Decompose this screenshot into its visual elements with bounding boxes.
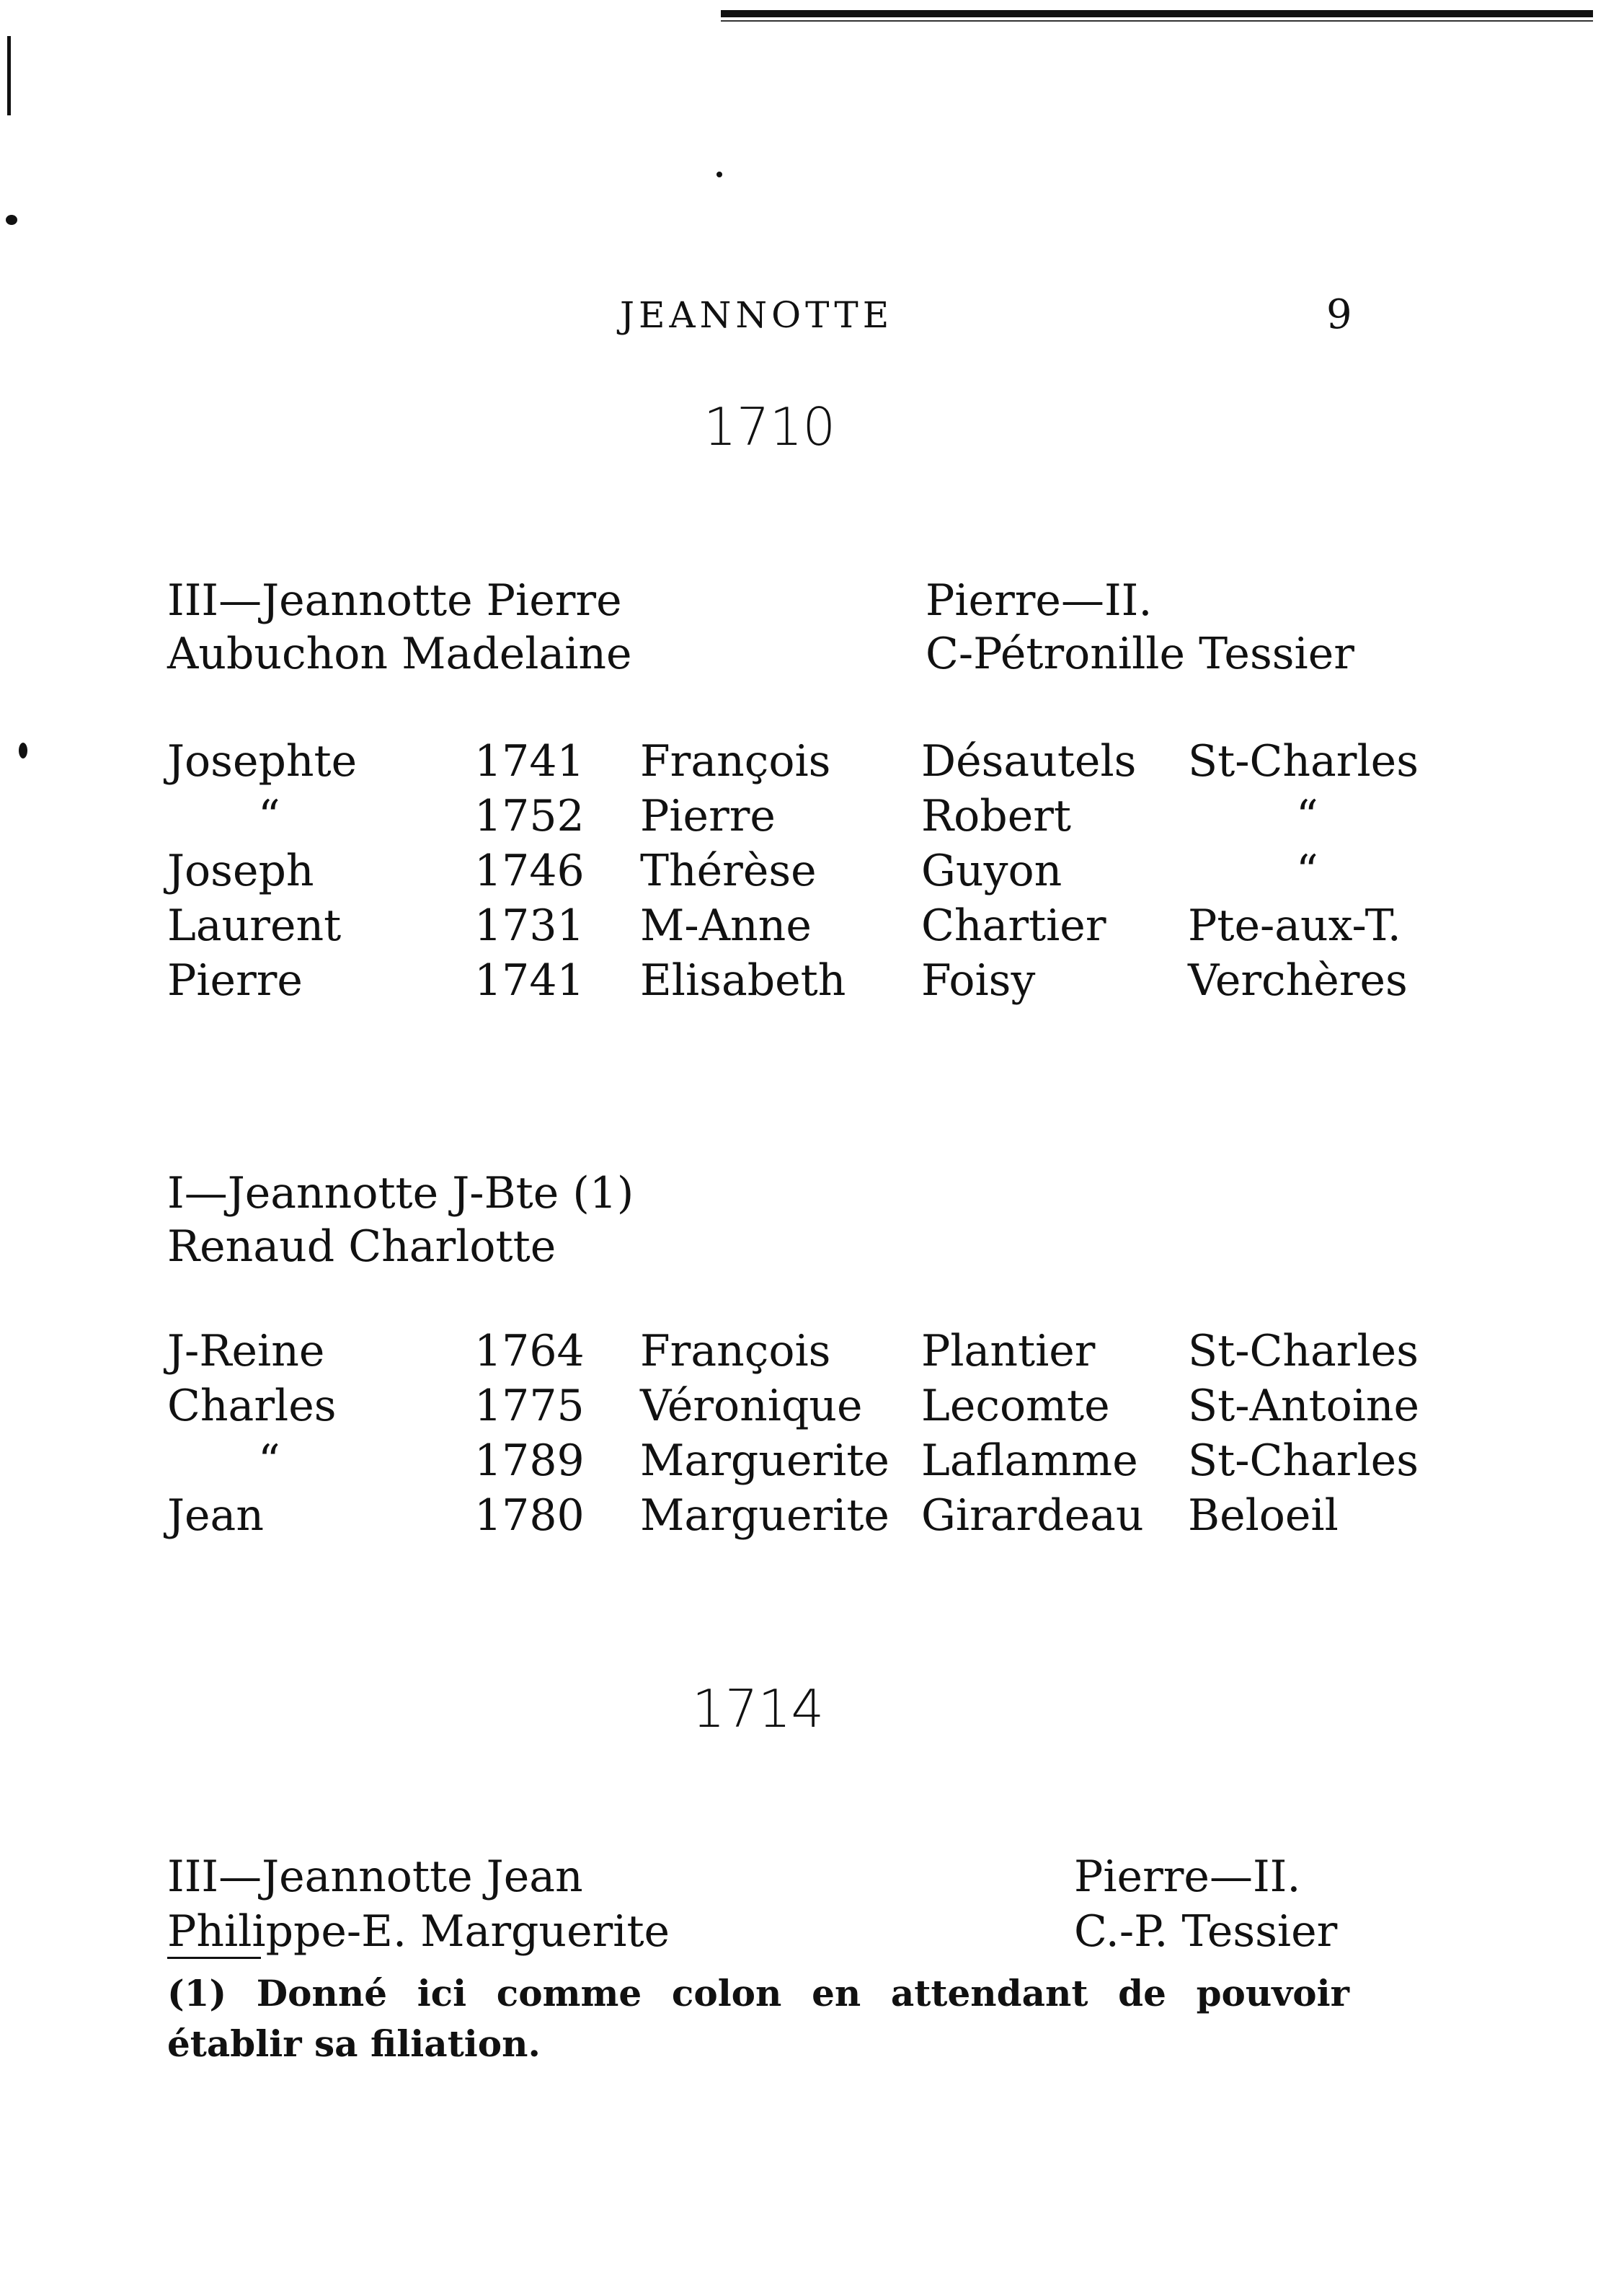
child-cell: “ <box>258 1436 280 1486</box>
family-head-left: III—Jeannotte Jean <box>167 1852 583 1902</box>
table-row <box>167 1433 1491 1488</box>
spouse-given-cell: Thérèse <box>640 846 817 896</box>
family-head-left: Renaud Charlotte <box>167 1221 556 1272</box>
top-rule <box>721 10 1593 17</box>
child-cell: Pierre <box>167 955 303 1006</box>
table-row <box>167 898 1599 953</box>
child-cell: “ <box>258 791 280 841</box>
footnote-rule <box>167 1957 261 1959</box>
marriage-table <box>167 734 1599 1008</box>
page-number: 9 <box>1326 291 1352 338</box>
year-cell: 1752 <box>474 791 585 841</box>
year-heading: 1714 <box>692 1678 825 1739</box>
parish-cell: Pte-aux-T. <box>1188 901 1401 951</box>
spouse-surname-cell: Lecomte <box>921 1381 1110 1431</box>
family-head-left: Philippe-E. Marguerite <box>167 1906 670 1957</box>
family-head-right: Pierre—II. <box>926 575 1153 626</box>
table-row <box>167 789 1599 844</box>
family-head-right: Pierre—II. <box>1074 1852 1301 1902</box>
spouse-surname-cell: Désautels <box>921 736 1137 787</box>
spouse-given-cell: Pierre <box>640 791 776 841</box>
margin-mark <box>716 172 722 177</box>
spouse-surname-cell: Robert <box>921 791 1072 841</box>
family-head-left: Aubuchon Madelaine <box>167 629 632 679</box>
child-cell: Joseph <box>167 846 314 896</box>
year-cell: 1775 <box>474 1381 585 1431</box>
child-cell: J-Reine <box>167 1326 325 1376</box>
parish-cell: St-Antoine <box>1188 1381 1420 1431</box>
spouse-given-cell: Véronique <box>640 1381 863 1431</box>
child-cell: Charles <box>167 1381 337 1431</box>
family-head-left: III—Jeannotte Pierre <box>167 575 622 626</box>
table-row <box>167 1379 1491 1433</box>
year-cell: 1741 <box>474 955 585 1006</box>
year-cell: 1746 <box>474 846 585 896</box>
spouse-given-cell: M-Anne <box>640 901 812 951</box>
child-cell: Laurent <box>167 901 342 951</box>
child-cell: Jean <box>167 1490 264 1541</box>
parish-cell: “ <box>1296 846 1318 896</box>
margin-mark <box>7 36 11 115</box>
spouse-surname-cell: Chartier <box>921 901 1106 951</box>
footnote: (1) Donné ici comme colon en attendant de pouvoir établir sa filiation. <box>167 1972 1349 2065</box>
parish-cell: St-Charles <box>1188 736 1419 787</box>
table-row <box>167 844 1599 898</box>
family-head-right: C.-P. Tessier <box>1074 1906 1338 1957</box>
spouse-surname-cell: Foisy <box>921 955 1036 1006</box>
year-cell: 1764 <box>474 1326 585 1376</box>
table-row <box>167 1488 1491 1543</box>
spouse-surname-cell: Laflamme <box>921 1436 1138 1486</box>
year-cell: 1741 <box>474 736 585 787</box>
spouse-given-cell: Marguerite <box>640 1490 889 1541</box>
margin-mark <box>19 743 27 758</box>
family-head-left: I—Jeannotte J-Bte (1) <box>167 1168 634 1218</box>
margin-mark <box>6 215 17 225</box>
parish-cell: St-Charles <box>1188 1436 1419 1486</box>
spouse-surname-cell: Plantier <box>921 1326 1096 1376</box>
table-row <box>167 734 1599 789</box>
parish-cell: St-Charles <box>1188 1326 1419 1376</box>
table-row <box>167 1324 1491 1379</box>
year-cell: 1731 <box>474 901 585 951</box>
parish-cell: “ <box>1296 791 1318 841</box>
child-cell: Josephte <box>167 736 358 787</box>
running-head: JEANNOTTE <box>620 294 894 336</box>
parish-cell: Beloeil <box>1188 1490 1339 1541</box>
spouse-given-cell: François <box>640 1326 831 1376</box>
marriage-table <box>167 1324 1491 1543</box>
spouse-surname-cell: Girardeau <box>921 1490 1144 1541</box>
spouse-surname-cell: Guyon <box>921 846 1062 896</box>
parish-cell: Verchères <box>1188 955 1408 1006</box>
spouse-given-cell: François <box>640 736 831 787</box>
family-head-right: C-Pétronille Tessier <box>926 629 1354 679</box>
year-cell: 1780 <box>474 1490 585 1541</box>
year-heading: 1710 <box>704 397 836 457</box>
year-cell: 1789 <box>474 1436 585 1486</box>
spouse-given-cell: Marguerite <box>640 1436 889 1486</box>
table-row <box>167 953 1599 1008</box>
spouse-given-cell: Elisabeth <box>640 955 846 1006</box>
top-rule-thin <box>721 20 1593 22</box>
